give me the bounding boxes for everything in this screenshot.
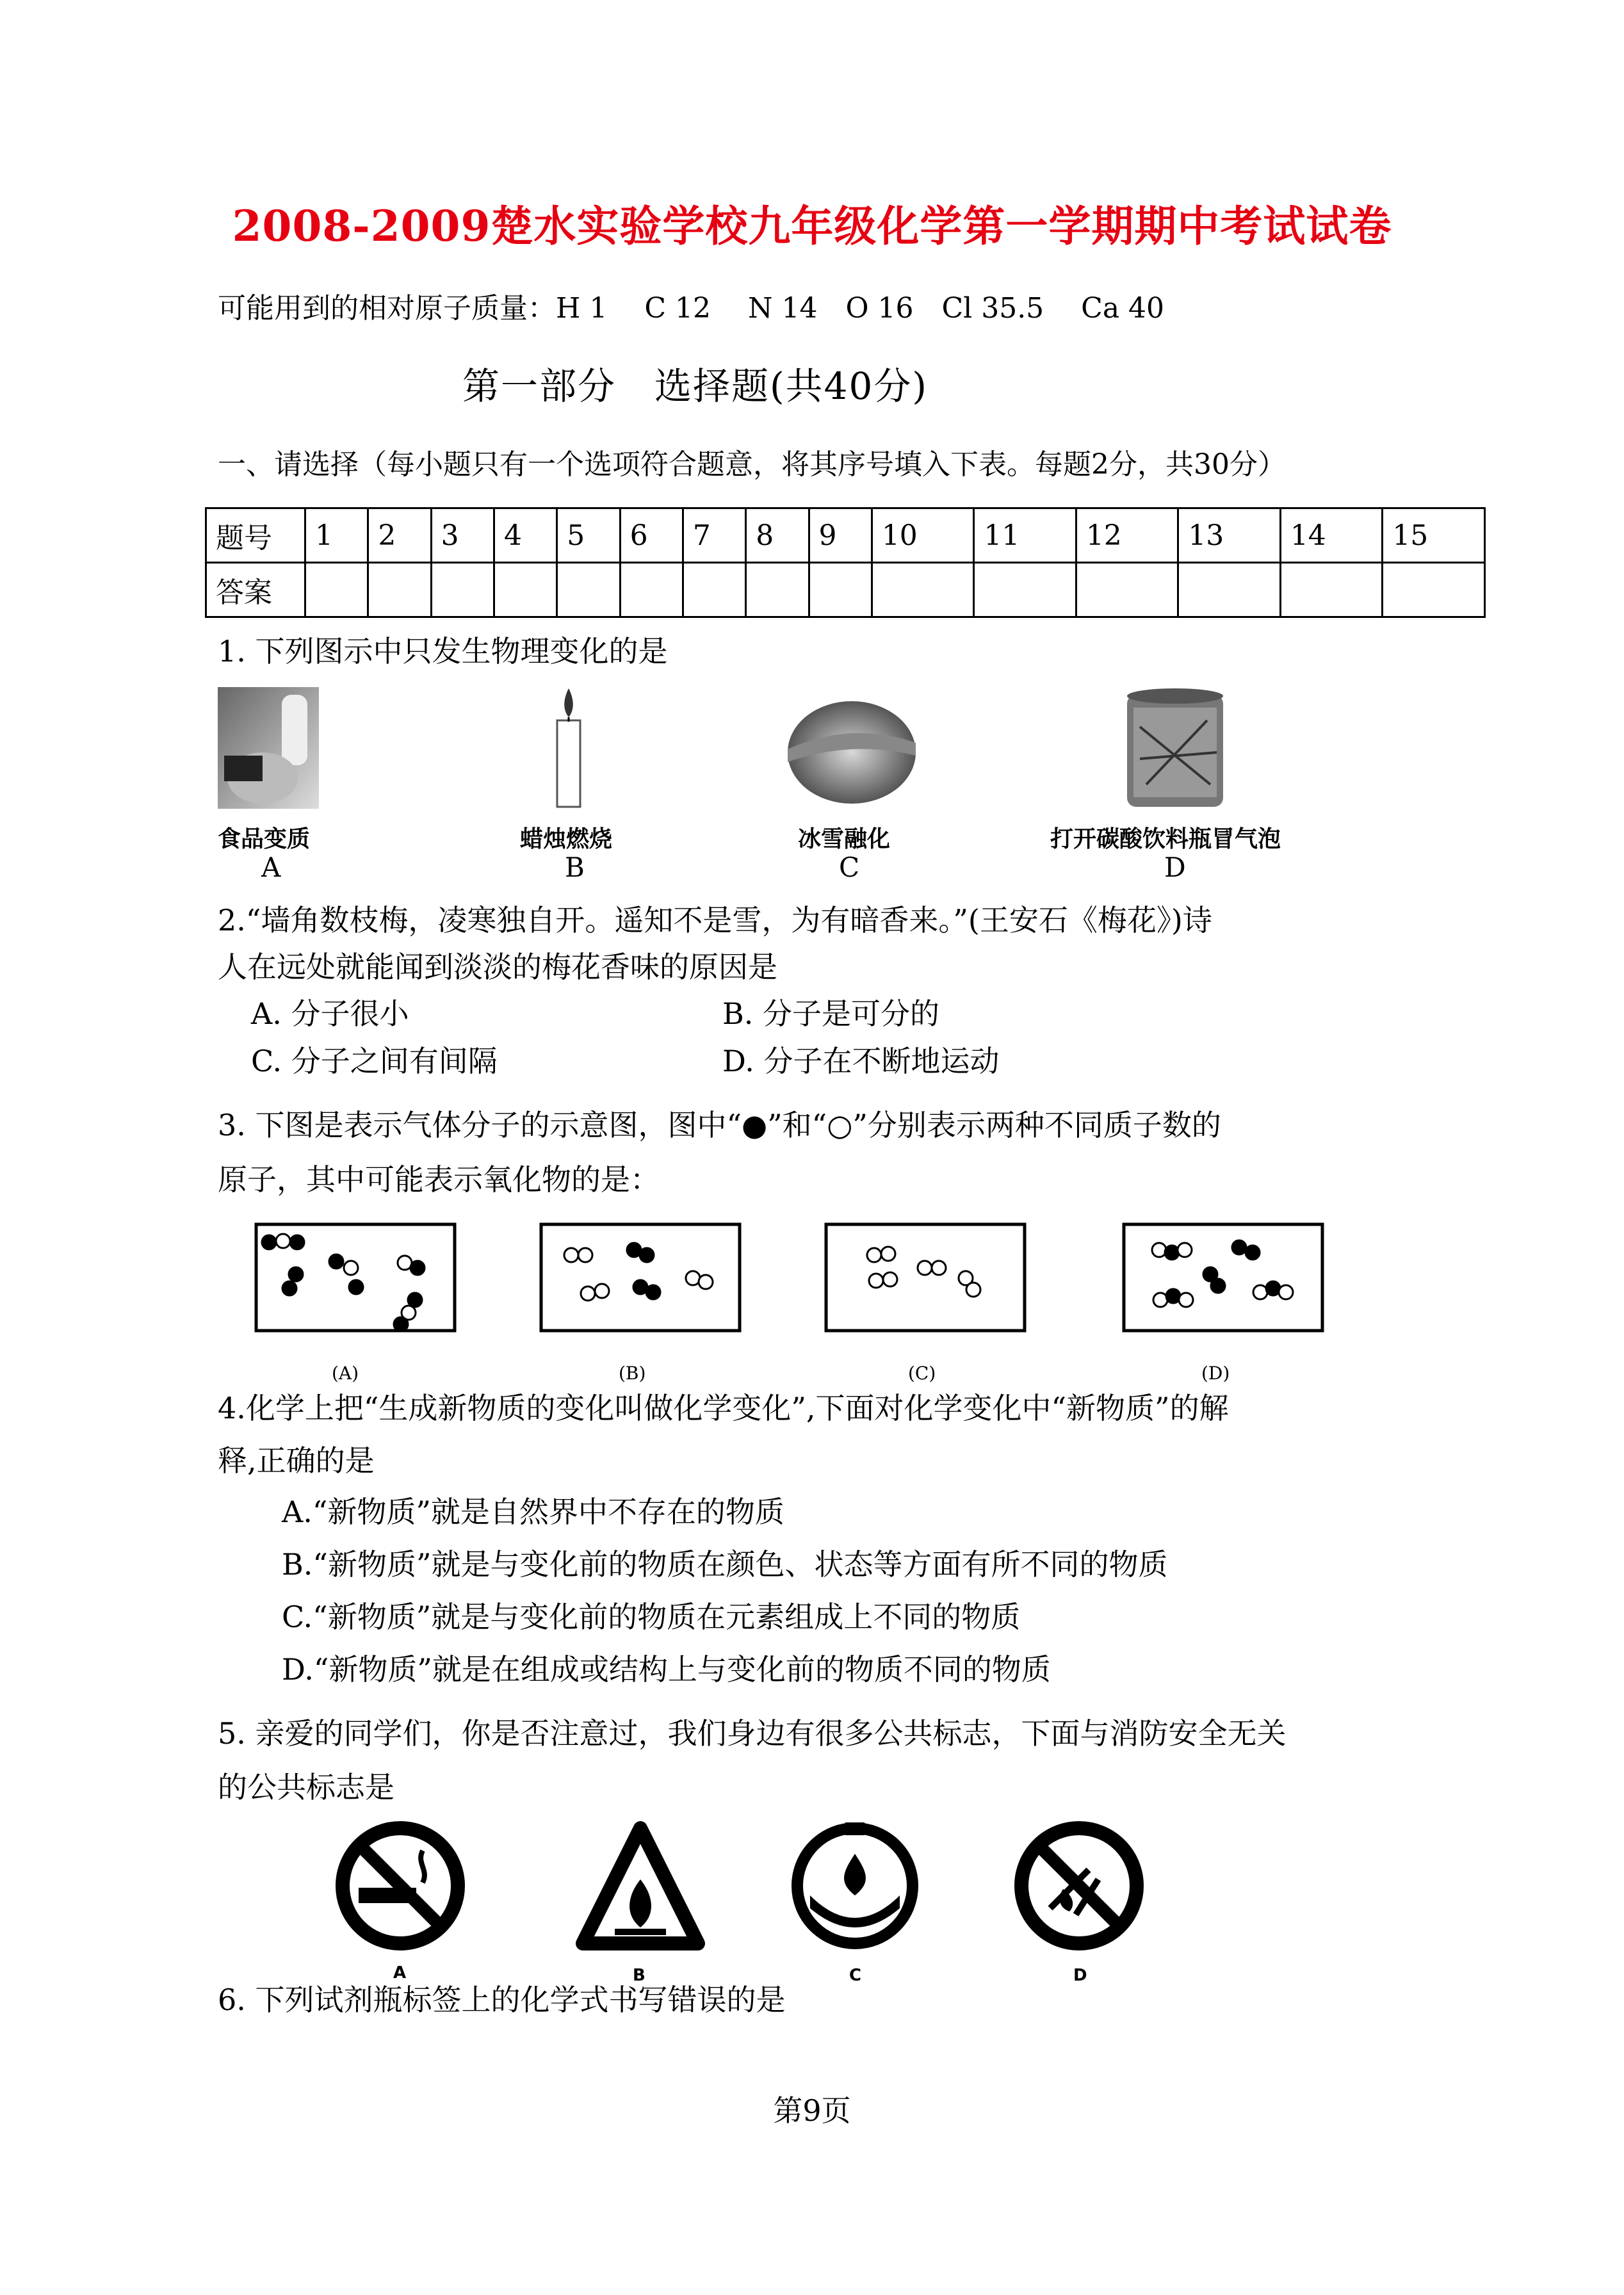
q3-label-d: (D) (1201, 1363, 1230, 1384)
answer-cell[interactable] (431, 563, 494, 617)
burning-candle-picture (557, 688, 580, 807)
answer-cell[interactable] (1280, 563, 1383, 617)
q1-caption-c: 冰雪融化 (798, 826, 891, 852)
answer-cell[interactable] (809, 563, 872, 617)
table-number-cell: 3 (431, 508, 494, 563)
table-number-cell: 1 (305, 508, 368, 563)
q5-stem-line1: 5. 亲爱的同学们，你是否注意过，我们身边有很多公共标志，下面与消防安全无关 (218, 1716, 1287, 1751)
table-header-cell: 题号 (206, 508, 305, 563)
answer-cell[interactable] (557, 563, 620, 617)
q3-label-a: (A) (332, 1363, 359, 1384)
answer-cell[interactable] (746, 563, 809, 617)
soda-can-picture (1127, 688, 1223, 807)
answer-cell[interactable] (368, 563, 431, 617)
table-number-cell: 15 (1383, 508, 1485, 563)
flammable-warning-sign-icon (583, 1828, 698, 1943)
table-row (206, 508, 1485, 563)
q4-stem-line1: 4.化学上把“生成新物质的变化叫做化学变化”,下面对化学变化中“新物质”的解 (218, 1391, 1229, 1425)
q2-option-a: A. 分子很小 (251, 996, 409, 1031)
no-fireworks-sign-icon (1021, 1828, 1137, 1943)
diagram-box-c (826, 1224, 1025, 1331)
section-title: 第一部分 选择题(共40分) (462, 364, 929, 408)
q1-caption-d: 打开碳酸饮料瓶冒气泡 (1050, 826, 1281, 852)
page-title: 2008-2009楚水实验学校九年级化学第一学期期中考试试卷 (232, 201, 1392, 251)
q2-option-d: D. 分子在不断地运动 (722, 1044, 1000, 1078)
molecules-b (564, 1243, 713, 1301)
table-number-cell: 9 (809, 508, 872, 563)
molecules-a (262, 1234, 425, 1331)
table-number-cell: 8 (746, 508, 809, 563)
answer-table (205, 507, 1486, 618)
q5-letter-b: B (633, 1966, 646, 1985)
molecules-c (867, 1247, 980, 1297)
q3-stem-line1: 3. 下图是表示气体分子的示意图，图中“●”和“○”分别表示两种不同质子数的 (218, 1108, 1221, 1142)
q2-stem-line1: 2.“墙角数枝梅，凌寒独自开。遥知不是雪，为有暗香来。”(王安石《梅花》)诗 (218, 903, 1212, 937)
q3-label-c: (C) (908, 1363, 936, 1384)
q5-stem-line2: 的公共标志是 (218, 1770, 394, 1804)
spoiled-food-picture (218, 687, 319, 809)
q4-option-b: B.“新物质”就是与变化前的物质在颜色、状态等方面有所不同的物质 (282, 1547, 1168, 1582)
answer-cell[interactable] (1383, 563, 1485, 617)
table-number-cell: 6 (620, 508, 683, 563)
table-number-cell: 10 (872, 508, 974, 563)
table-number-cell: 4 (494, 508, 556, 563)
q2-stem-line2: 人在远处就能闻到淡淡的梅花香味的原因是 (218, 950, 777, 984)
q1-caption-a: 食品变质 (218, 826, 311, 852)
table-number-cell: 7 (683, 508, 745, 563)
answer-cell[interactable] (620, 563, 683, 617)
q5-letter-c: C (849, 1966, 862, 1985)
answer-cell[interactable] (1076, 563, 1178, 617)
q3-label-b: (B) (619, 1363, 646, 1384)
q4-option-a: A.“新物质”就是自然界中不存在的物质 (282, 1495, 784, 1529)
diagram-box-d (1124, 1224, 1322, 1331)
instruction-text: 一、请选择（每小题只有一个选项符合题意，将其序号填入下表。每题2分，共30分） (218, 448, 1286, 481)
q2-option-b: B. 分子是可分的 (722, 996, 940, 1031)
q2-option-c: C. 分子之间有间隔 (251, 1044, 498, 1078)
answer-cell[interactable] (1178, 563, 1281, 617)
answer-cell[interactable] (683, 563, 745, 617)
table-row (206, 563, 1485, 617)
q1-caption-b: 蜡烛燃烧 (520, 826, 613, 852)
q5-safety-signs (333, 1819, 1165, 1959)
q1-stem: 1. 下列图示中只发生物理变化的是 (218, 634, 668, 669)
table-number-cell: 2 (368, 508, 431, 563)
table-number-cell: 12 (1076, 508, 1178, 563)
q3-molecule-diagrams (250, 1217, 1377, 1338)
table-number-cell: 14 (1280, 508, 1383, 563)
no-smoking-sign-icon (343, 1828, 458, 1943)
atomic-mass-line: 可能用到的相对原子质量：H 1 C 12 N 14 O 16 Cl 35.5 Ca 40 (218, 292, 1165, 325)
q1-letter-d: D (1164, 852, 1186, 883)
q4-option-c: C.“新物质”就是与变化前的物质在元素组成上不同的物质 (282, 1600, 1021, 1634)
answer-cell[interactable] (872, 563, 974, 617)
answer-cell[interactable] (494, 563, 556, 617)
q4-stem-line2: 释,正确的是 (218, 1443, 375, 1478)
q6-stem: 6. 下列试剂瓶标签上的化学式书写错误的是 (218, 1983, 786, 2017)
table-number-cell: 11 (974, 508, 1076, 563)
q3-stem-line2: 原子，其中可能表示氧化物的是： (218, 1162, 660, 1197)
q4-option-d: D.“新物质”就是在组成或结构上与变化前的物质不同的物质 (282, 1652, 1051, 1687)
answer-cell[interactable] (974, 563, 1076, 617)
page-number: 第9页 (773, 2093, 851, 2128)
melting-ice-picture (788, 701, 916, 804)
table-header-cell: 答案 (206, 563, 305, 617)
q5-letter-a: A (393, 1963, 407, 1983)
water-saving-sign-icon (797, 1822, 913, 1943)
table-number-cell: 5 (557, 508, 620, 563)
molecules-d (1152, 1240, 1293, 1307)
q1-letter-b: B (565, 852, 585, 883)
answer-cell[interactable] (305, 563, 368, 617)
q1-pictures (218, 682, 1332, 820)
q5-letter-d: D (1073, 1966, 1087, 1985)
q1-letter-c: C (839, 852, 860, 883)
table-number-cell: 13 (1178, 508, 1281, 563)
q1-letter-a: A (261, 852, 281, 883)
